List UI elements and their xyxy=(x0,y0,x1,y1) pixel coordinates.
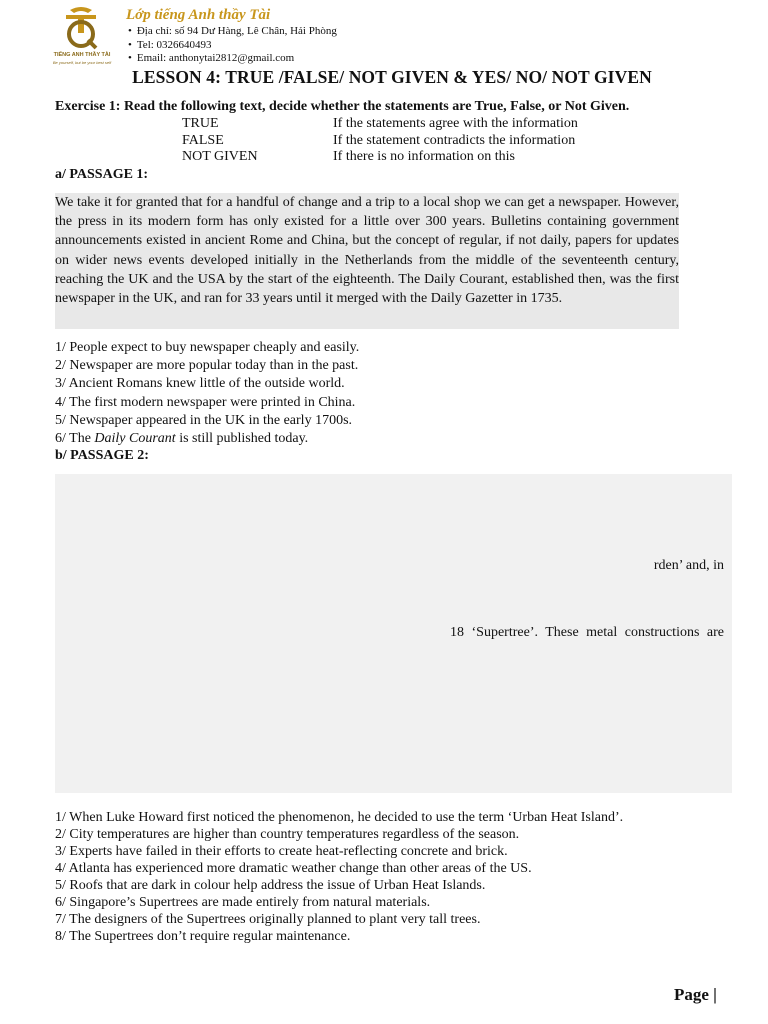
passage1-questions xyxy=(55,339,359,448)
passage2-fragment: 18 ‘Supertree’. These metal constructions are xyxy=(450,625,724,640)
page-header xyxy=(40,6,740,68)
passage2-questions xyxy=(55,809,623,945)
exercise-instruction: Exercise 1: Read the following text, decide whether the statements are True, False, or Not Given. xyxy=(55,99,630,114)
question-item: 2/ Newspaper are more popular today than in the past. xyxy=(55,358,359,374)
passage1-label: a/ PASSAGE 1: xyxy=(55,167,149,182)
legend-term: NOT GIVEN xyxy=(182,149,258,164)
passage2-text-box xyxy=(55,474,732,793)
legend-meaning: If the statement contradicts the information xyxy=(333,132,576,148)
contact-email: • Email: anthonytai2812@gmail.com xyxy=(126,52,337,66)
question-item: 1/ People expect to buy newspaper cheaply and easily. xyxy=(55,340,360,355)
legend-meaning: If the statements agree with the information xyxy=(333,116,578,131)
legend-meaning: If there is no information on this xyxy=(333,149,515,164)
question-item: 1/ When Luke Howard first noticed the phenomenon, he decided to use the term ‘Urban Heat Island’. xyxy=(55,810,624,825)
logo-tagline: Be yourself, but be your best self xyxy=(52,60,112,65)
answer-legend xyxy=(182,116,578,166)
legend-row xyxy=(182,133,578,150)
legend-term: FALSE xyxy=(182,132,224,148)
logo-emblem-icon xyxy=(40,6,122,52)
school-logo xyxy=(40,6,122,68)
legend-term: TRUE xyxy=(182,116,219,131)
q6-italic-title: Daily Courant xyxy=(94,431,176,447)
brand-name: Lớp tiếng Anh thầy Tài xyxy=(126,7,271,23)
contact-address: • Địa chỉ: số 94 Dư Hàng, Lê Chân, Hải Phòng xyxy=(126,25,337,39)
legend-row xyxy=(182,149,578,166)
question-item: 4/ The first modern newspaper were printed in China. xyxy=(55,394,356,410)
question-item: 3/ Ancient Romans knew little of the outside world. xyxy=(55,376,345,392)
logo-caption: TIẾNG ANH THẦY TÀI xyxy=(53,52,111,58)
contact-list xyxy=(126,25,337,66)
passage2-label: b/ PASSAGE 2: xyxy=(55,448,149,463)
question-item: 2/ City temperatures are higher than country temperatures regardless of the season. xyxy=(55,827,520,842)
question-item: 5/ Newspaper appeared in the UK in the early 1700s. xyxy=(55,412,353,428)
passage1-text: We take it for granted that for a handful of change and a trip to a local shop we can get a newspaper. However, the press in its modern form has only existed for a little over 300 years. Bulletins containing government announcements existed in ancient Rome and China, but the concept of regular, if not daily, papers for updates on wider news events developed initially in the Netherlands from the middle of the seventeenth century, reaching the UK and the USA by the start of the eighteenth. The Daily Courant, established then, was the first newspaper in the UK, and ran for 33 years until it merged with the Daily Gazetter in 1735. xyxy=(55,195,679,307)
passage2-fragment: rden’ and, in xyxy=(653,558,724,573)
q6-suffix: is still published today. xyxy=(175,431,309,447)
lesson-title: LESSON 4: TRUE /FALSE/ NOT GIVEN & YES/ NO/ NOT GIVEN xyxy=(132,67,652,87)
question-item: 6/ Singapore’s Supertrees are made entirely from natural materials. xyxy=(55,895,431,910)
question-item: 7/ The designers of the Supertrees originally planned to plant very tall trees. xyxy=(55,912,481,927)
question-item: 5/ Roofs that are dark in colour help address the issue of Urban Heat Islands. xyxy=(55,878,486,893)
question-item: 4/ Atlanta has experienced more dramatic weather change than other areas of the US. xyxy=(55,861,532,876)
question-item: 8/ The Supertrees don’t require regular maintenance. xyxy=(55,929,351,944)
contact-phone: • Tel: 0326640493 xyxy=(126,39,337,53)
passage1-text-box xyxy=(55,193,679,329)
question-item: 3/ Experts have failed in their efforts to create heat-reflecting concrete and brick. xyxy=(55,844,508,859)
page-footer: Page | xyxy=(674,985,717,1004)
legend-row xyxy=(182,116,578,133)
q6-prefix: 6/ The xyxy=(55,431,95,447)
question-item xyxy=(55,430,359,448)
